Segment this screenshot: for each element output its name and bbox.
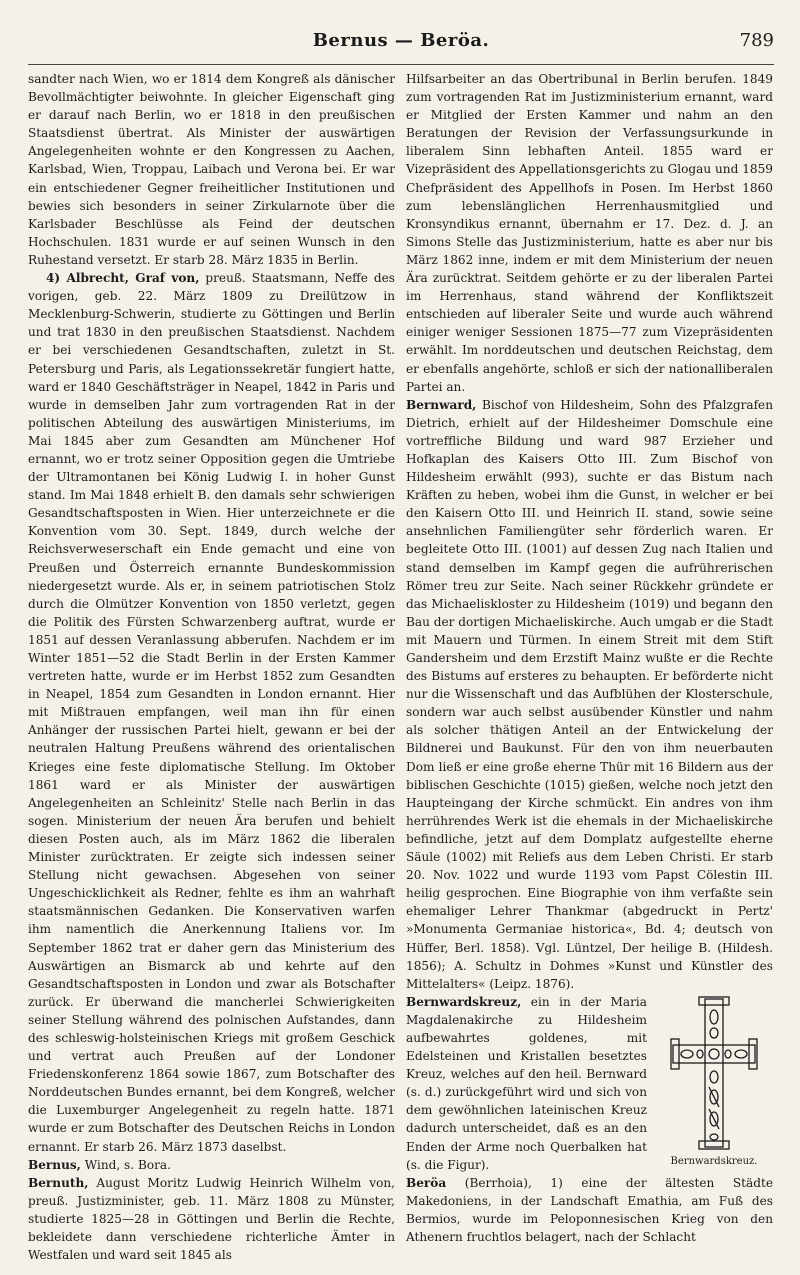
entry-text: (Berrhoia), 1) eine der ältesten Städte Makedoniens, in der Landschaft Emathia, am Fuß des Bermios, wurde im Peloponnesischen Krieg von den Athenern fruchtlos belagert, nach der Schlacht: [406, 1175, 773, 1244]
entry-text: August Moritz Ludwig Heinrich Wilhelm von, preuß. Justizminister, geb. 11. März 1808 zu Münster, studierte 1825—28 in Göttingen und Berlin die Rechte, bekleidete dann verschiedene richterliche Ämter in Westfalen und ward seit 1845 als: [28, 1175, 395, 1263]
entry-bernward: [406, 396, 773, 993]
entry-text: preuß. Staatsmann, Neffe des vorigen, geb. 22. März 1809 zu Dreilützow in Mecklenburg-Schwerin, studierte zu Göttingen und Berlin und trat 1830 in den preußischen Staatsdienst. Nachdem er bei verschiedenen Gesandtschaften, zuletzt in St. Petersburg und Paris, als Legationssekretär fungiert hatte, ward er 1840 Geschäftsträger in Neapel, 1842 in Paris und wurde in demselben Jahr zum vortragenden Rat in der politischen Abteilung des auswärtigen Ministeriums, im Mai 1845 aber zum Gesandten am Münchener Hof ernannt, wo er trotz seiner Opposition gegen die Umtriebe der Ultramontanen bei König Ludwig I. in hoher Gunst stand. Im Mai 1848 erhielt B. den damals sehr schwierigen Gesandtschaftsposten in Wien. Hier unterzeichnete er die Konvention vom 30. Sept. 1849, durch welche der Reichsverweserschaft ein Ende gemacht und eine von Preußen und Österreich ernannte Bundeskommission niedergesetzt wurde. Als er, in seinem patriotischen Stolz durch die Olmützer Konvention von 1850 verletzt, gegen die Politik des Fürsten Schwarzenberg auftrat, wurde er 1851 auf dessen Veranlassung abberufen. Nachdem er im Winter 1851—52 die Stadt Berlin in der Ersten Kammer vertreten hatte, wurde er im Herbst 1852 zum Gesandten in Neapel, 1854 zum Gesandten in London ernannt. Hier mit Mißtrauen empfangen, weil man ihn für einen Anhänger der russischen Partei hielt, gewann er bei der neutralen Haltung Preußens während des orientalischen Krieges eine feste diplomatische Stellung. Im Oktober 1861 ward er als Minister der auswärtigen Angelegenheiten an Schleinitz' Stelle nach Berlin in das sogen. Ministerium der neuen Ära berufen und behielt diesen Posten auch, als im März 1862 die liberalen Minister zurücktraten. Er zeigte sich indessen seiner Stellung nicht gewachsen. Abgesehen von seiner Ungeschicklichkeit als Redner, fehlte es ihm an wahrhaft staatsmännischen Gedanken. Die Konservativen warfen ihm namentlich die Anerkennung Italiens vor. Im September 1862 trat er daher gern das Ministerium des Auswärtigen an Bismarck ab und kehrte auf den Gesandtschaftsposten in London und zwar als Botschafter zurück. Er überwand die mancherlei Schwierigkeiten seiner Stellung während des polnischen Aufstandes, dann des schleswig-holsteinischen Kriegs mit großem Geschick und vertrat auch Preußen auf der Londoner Friedenskonferenz 1864 sowie 1867, zum Botschafter des Norddeutschen Bundes ernannt, bei dem Kongreß, welcher die Luxemburger Angelegenheit zu regeln hatte. 1871 wurde er zum Botschafter des Deutschen Reichs in London ernannt. Er starb 26. März 1873 daselbst.: [28, 271, 395, 1154]
entry-headword: 4) Albrecht, Graf von,: [46, 271, 200, 286]
figure-caption: Bernwardskreuz.: [670, 1155, 758, 1167]
entry-headword: Bernward,: [406, 397, 477, 412]
header-rule: [28, 64, 774, 65]
right-column: [406, 70, 773, 1265]
entry-text: Bischof von Hildesheim, Sohn des Pfalzgrafen Dietrich, erhielt auf der Hildesheimer Domschule eine vortreffliche Bildung und ward 987 Erzieher und Hofkaplan des Kaisers Otto III. Zum Bischof von Hildesheim erwählt (993), suchte er das Bistum nach Kräften zu heben, wobei ihm die Gunst, in welcher er bei den Kaisern Otto III. und Heinrich II. stand, sowie seine ansehnlichen Familiengüter sehr förderlich waren. Er begleitete Otto III. (1001) auf dessen Zug nach Italien und stand demselben im Kampf gegen die aufrührerischen Römer treu zur Seite. Nach seiner Rückkehr gründete er das Michaeliskloster zu Hildesheim (1019) und begann den Bau der dortigen Michaeliskirche. Auch umgab er die Stadt mit Mauern und Türmen. In einem Streit mit dem Stift Gandersheim und dem Erzstift Mainz wußte er die Rechte des Bistums auf ersteres zu behaupten. Er beförderte nicht nur die Wissenschaft und das Aufblühen der Klosterschule, sondern war auch selbst ausübender Künstler und nahm als solcher thätigen Anteil an der Entwickelung der Bildnerei und Baukunst. Für den von ihm neuerbauten Dom ließ er eine große eherne Thür mit 16 Bildern aus der biblischen Geschichte (1015) gießen, welche noch jetzt den Haupteingang der Kirche schmückt. Ein andres von ihm herrührendes Werk ist die ehemals in der Michaeliskirche befindliche, jetzt auf dem Domplatz aufgestellte eherne Säule (1002) mit Reliefs aus dem Leben Christi. Er starb 20. Nov. 1022 und wurde 1193 vom Papst Cölestin III. heilig gesprochen. Eine Biographie von ihm verfaßte sein ehemaliger Lehrer Thankmar (abgedruckt in Pertz' »Monumenta Germaniae historica«, Bd. 4; deutsch von Hüffer, Berl. 1858). Vgl. Lüntzel, Der heilige B. (Hildesh. 1856); A. Schultz in Dohmes »Kunst und Künstler des Mittelalters« (Leipz. 1876).: [406, 397, 773, 991]
cross-figure: [669, 995, 759, 1151]
page-number: 789: [739, 30, 774, 51]
entry-bernuth-continued: Hilfsarbeiter an das Obertribunal in Berlin berufen. 1849 zum vortragenden Rat im Justizministerium ernannt, ward er Mitglied der Ersten Kammer und nahm an den Beratungen der Revision der Verfassungsurkunde in liberalem Sinn lebhaften Anteil. 1855 ward er Vizepräsident des Appellationsgerichts zu Glogau und 1859 Chefpräsident des Appellhofs in Posen. Im Herbst 1860 zum lebenslänglichen Herrenhausmitglied und Kronsyndikus ernannt, übernahm er 17. Dez. d. J. an Simons Stelle das Justizministerium, hatte es aber nur bis März 1862 inne, indem er mit dem Ministerium der neuen Ära zurücktrat. Seitdem gehörte er zu der liberalen Partei im Herrenhaus, stand während der Konfliktszeit entschieden auf liberaler Seite und wurde auch während einiger weniger Sessionen 1875—77 zum Vizepräsidenten erwählt. Im norddeutschen und deutschen Reichstag, dem er ebenfalls angehörte, schloß er sich der nationalliberalen Partei an.: [406, 72, 773, 394]
page-header: [28, 30, 774, 60]
entry-headword: Bernwardskreuz,: [406, 994, 522, 1009]
entry-text: Wind, s. Bora.: [80, 1157, 171, 1172]
left-column: [28, 70, 395, 1265]
entry-headword: Bernus,: [28, 1157, 81, 1172]
running-title: Bernus — Beröa.: [312, 30, 490, 51]
entry-bernwardskreuz: [406, 993, 773, 1174]
entry-headword: Bernuth,: [28, 1175, 89, 1190]
entry-bernuth: [28, 1174, 395, 1264]
entry-headword: Beröa: [406, 1175, 447, 1190]
figure-bernwardskreuz: [655, 995, 773, 1169]
entry-beroea: [406, 1174, 773, 1246]
entry-bernstorff-continued: sandter nach Wien, wo er 1814 dem Kongreß als dänischer Bevollmächtigter beiwohnte. In gleicher Eigenschaft ging er darauf nach Berlin, wo er 1818 in den preußischen Staatsdienst übertrat. Als Minister der auswärtigen Angelegenheiten wohnte er den Kongressen zu Aachen, Karlsbad, Wien, Troppau, Laibach und Verona bei. Er war ein entschiedener Gegner freiheitlicher Institutionen und bewies sich besonders in seiner Zirkularnote über die Karlsbader Beschlüsse als Feind der deutschen Hochschulen. 1831 wurde er auf seinen Wunsch in den Ruhestand versetzt. Er starb 28. März 1835 in Berlin.: [28, 72, 395, 267]
entry-text: ein in der Maria Magdalenakirche zu Hildesheim aufbewahrtes goldenes, mit Edelsteinen und Kristallen besetztes Kreuz, welches auf den heil. Bernward (s. d.) zurückgeführt wird und sich von dem gewöhnlichen lateinischen Kreuz dadurch unterscheidet, daß es an den Enden der Arme noch Querbalken hat (s. die Figur).: [406, 994, 647, 1172]
entry-albrecht-bernstorff: [28, 269, 395, 1156]
entry-bernus: [28, 1156, 395, 1174]
